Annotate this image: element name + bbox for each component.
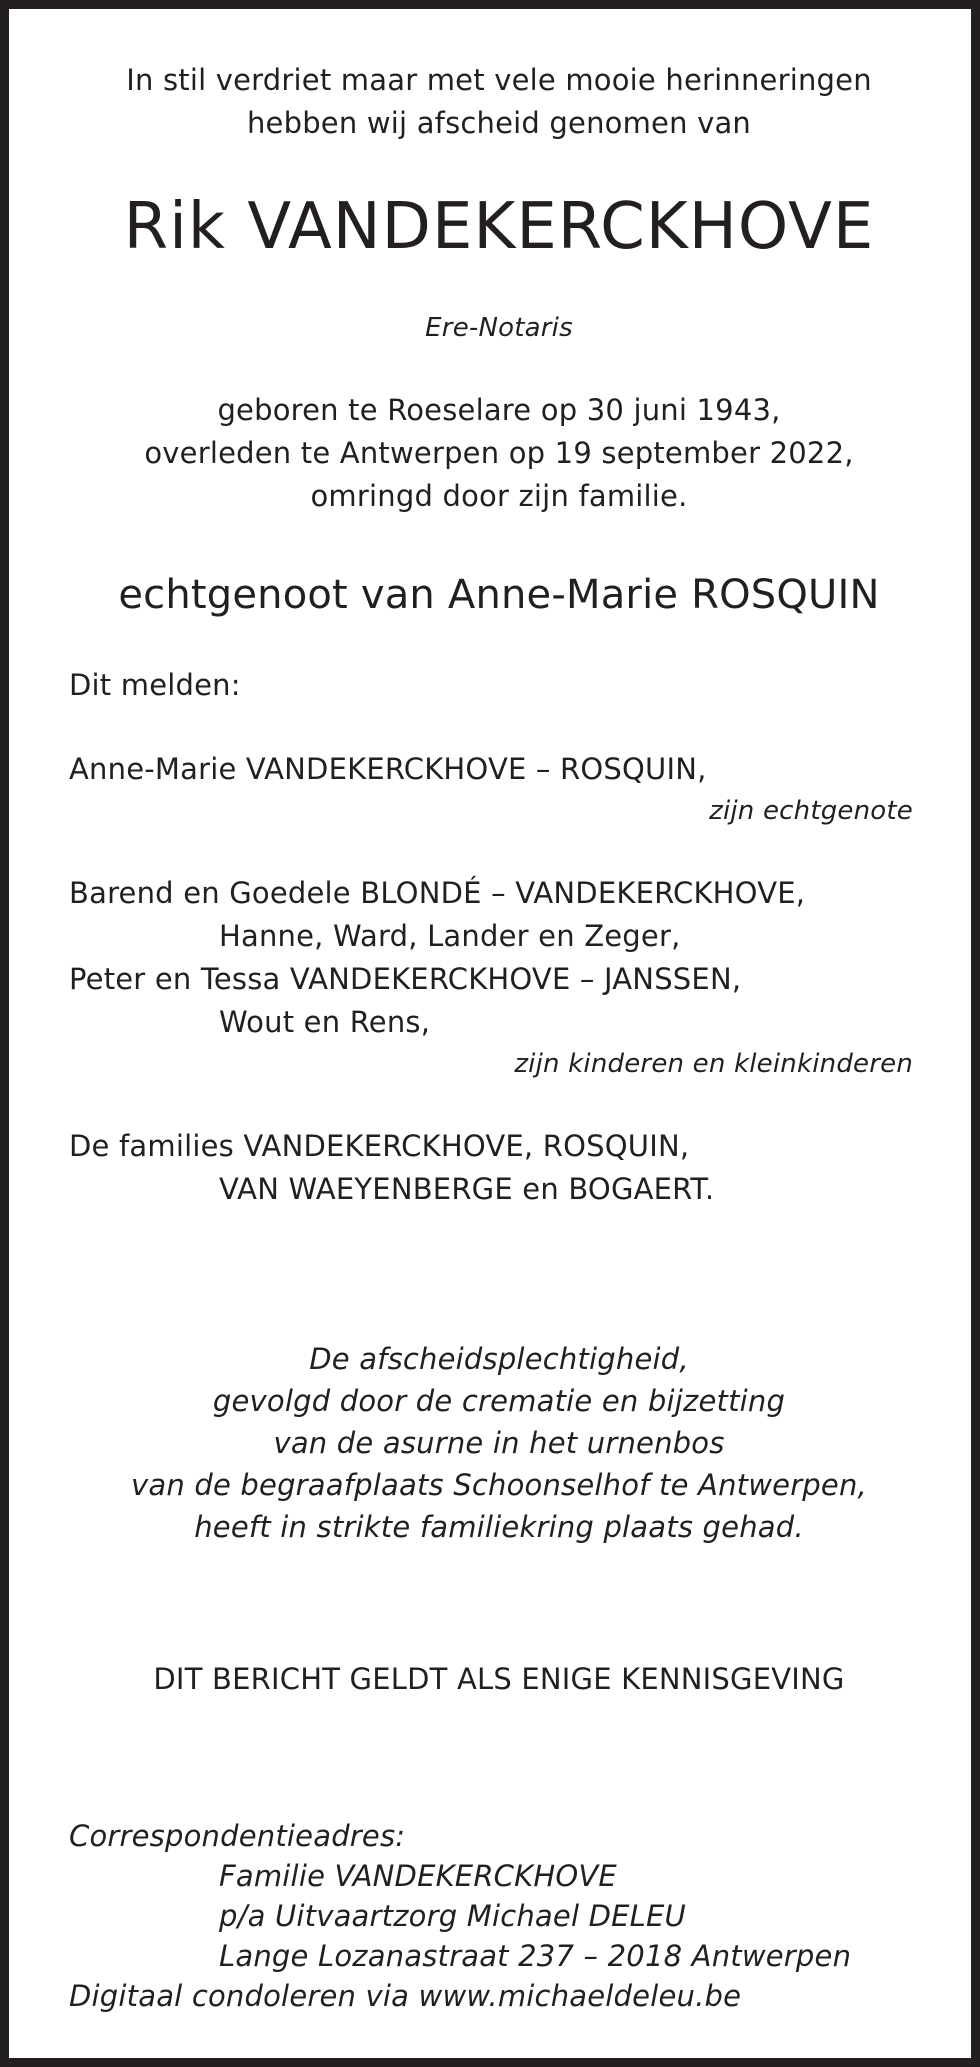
online-condolence-line: Digitaal condoleren via www.michaeldeleu.be bbox=[69, 1979, 742, 2013]
spouse-heading: echtgenoot van Anne-Marie ROSQUIN bbox=[118, 572, 880, 618]
deceased-name: Rik VANDEKERCKHOVE bbox=[123, 190, 875, 264]
grandchildren-1: Hanne, Ward, Lander en Zeger, bbox=[219, 919, 681, 953]
ceremony-line-1: De afscheidsplechtigheid, bbox=[309, 1342, 689, 1376]
correspondence-line-3: Lange Lozanastraat 237 – 2018 Antwerpen bbox=[219, 1939, 852, 1973]
died-line: overleden te Antwerpen op 19 september 2022, bbox=[144, 436, 854, 470]
correspondence-line-1: Familie VANDEKERCKHOVE bbox=[219, 1859, 617, 1893]
notice-line: DIT BERICHT GELDT ALS ENIGE KENNISGEVING bbox=[153, 1662, 845, 1696]
announcers-label: Dit melden: bbox=[69, 668, 241, 702]
spouse-relation: zijn echtgenote bbox=[709, 796, 913, 826]
ceremony-line-4: van de begraafplaats Schoonselhof te Antwerpen, bbox=[131, 1468, 867, 1502]
ceremony-line-5: heeft in strikte familiekring plaats gehad. bbox=[194, 1510, 804, 1544]
spouse-name: Anne-Marie VANDEKERCKHOVE – ROSQUIN, bbox=[69, 752, 707, 786]
deceased-title: Ere-Notaris bbox=[425, 313, 573, 343]
grandchildren-2: Wout en Rens, bbox=[219, 1005, 431, 1039]
families-line-1: De families VANDEKERCKHOVE, ROSQUIN, bbox=[69, 1129, 690, 1163]
intro-line-2: hebben wij afscheid genomen van bbox=[246, 106, 752, 140]
ceremony-line-2: gevolgd door de crematie en bijzetting bbox=[212, 1384, 786, 1418]
surrounded-line: omringd door zijn familie. bbox=[310, 479, 688, 513]
ceremony-line-3: van de asurne in het urnenbos bbox=[273, 1426, 725, 1460]
children-couple-2: Peter en Tessa VANDEKERCKHOVE – JANSSEN, bbox=[69, 962, 742, 996]
children-couple-1: Barend en Goedele BLONDÉ – VANDEKERCKHOVE, bbox=[69, 876, 806, 910]
families-line-2: VAN WAEYENBERGE en BOGAERT. bbox=[219, 1172, 715, 1206]
intro-line-1: In stil verdriet maar met vele mooie herinneringen bbox=[126, 63, 872, 97]
correspondence-line-2: p/a Uitvaartzorg Michael DELEU bbox=[219, 1899, 686, 1933]
children-relation: zijn kinderen en kleinkinderen bbox=[514, 1049, 913, 1079]
correspondence-label: Correspondentieadres: bbox=[69, 1819, 406, 1853]
born-line: geboren te Roeselare op 30 juni 1943, bbox=[217, 393, 781, 427]
